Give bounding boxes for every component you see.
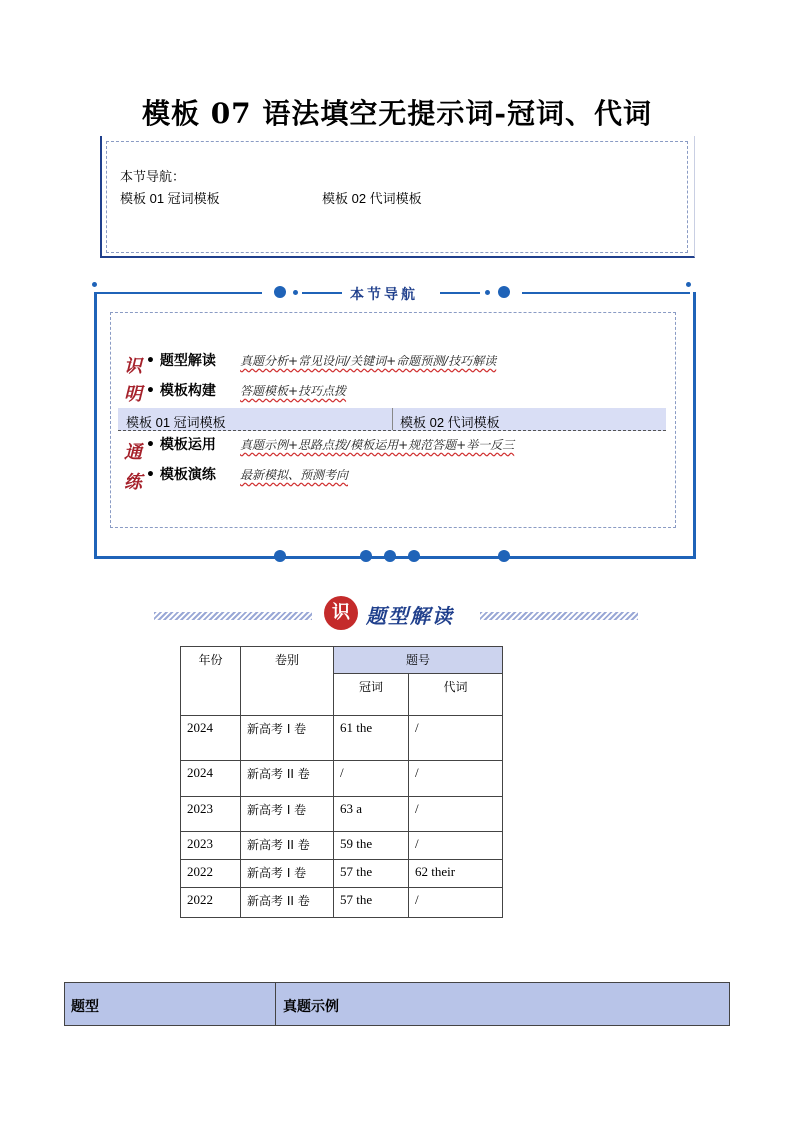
cell-year: 2022 (181, 860, 241, 888)
example-table-header (64, 982, 730, 1026)
nav-item-goujian[interactable]: • 模板构建 (146, 383, 216, 399)
exam-table (180, 646, 503, 918)
cell-paper: 新高考 II 卷 (241, 888, 334, 918)
side-char-tong: 通 (124, 442, 142, 463)
deco-dot (274, 286, 286, 298)
deco-dot-small (485, 290, 490, 295)
bullet-icon: • (146, 467, 160, 483)
deco-dot (360, 550, 372, 562)
nav-item-tixing[interactable]: • 题型解读 (146, 353, 216, 369)
cell-paper: 新高考 I 卷 (241, 716, 334, 761)
top-nav-link-01[interactable]: 模板 01 冠词模板 (120, 191, 220, 206)
corner-dot-right (686, 282, 691, 287)
cell-paper: 新高考 I 卷 (241, 797, 334, 832)
cell-article: 57 the (334, 860, 409, 888)
side-char-ming: 明 (124, 384, 142, 405)
cell-year: 2023 (181, 832, 241, 860)
cell-article: 59 the (334, 832, 409, 860)
section-nav-heading: 本节导航 (350, 287, 418, 303)
cell-pronoun: 62 their (409, 860, 503, 888)
deco-dot (384, 550, 396, 562)
deco-dot (408, 550, 420, 562)
banner-title: 题型解读 (366, 604, 454, 628)
seal-icon: 识 (324, 596, 358, 630)
table-row (181, 832, 503, 860)
top-nav-link-02[interactable]: 模板 02 代词模板 (322, 191, 422, 206)
deco-dot (498, 286, 510, 298)
cell-year: 2024 (181, 761, 241, 797)
page-title: 模板 07 语法填空无提示词-冠词、代词 (141, 97, 653, 130)
col-header-paper: 卷别 (241, 647, 334, 716)
cell-pronoun: / (409, 716, 503, 761)
side-char-shi: 识 (124, 356, 142, 377)
col-header-year: 年份 (181, 647, 241, 716)
nav-item-yanlian[interactable]: • 模板演练 (146, 467, 216, 483)
cell-paper: 新高考 I 卷 (241, 860, 334, 888)
side-char-lian: 练 (124, 472, 142, 493)
col-header-article: 冠词 (334, 674, 409, 716)
bullet-icon: • (146, 353, 160, 369)
section-nav-top-rule-left (94, 292, 262, 294)
col-header-pronoun: 代词 (409, 674, 503, 716)
band-link-01[interactable]: 模板 01 冠词模板 (126, 415, 226, 430)
bullet-icon: • (146, 383, 160, 399)
nav-item-yunyong[interactable]: • 模板运用 (146, 437, 216, 453)
section-nav-top-rule-right (522, 292, 690, 294)
band-divider (392, 408, 393, 430)
nav-item-yanlian-desc: 最新模拟、预测考向 (240, 468, 349, 482)
table-row (181, 860, 503, 888)
cell-year: 2023 (181, 797, 241, 832)
band-link-02[interactable]: 模板 02 代词模板 (400, 415, 500, 430)
top-nav-heading: 本节导航： (120, 169, 186, 184)
bullet-icon: • (146, 437, 160, 453)
nav-item-yunyong-desc: 真题示例+思路点拨/模板运用+规范答题+举一反三 (240, 438, 515, 452)
corner-dot-left (92, 282, 97, 287)
table-row (181, 716, 503, 761)
bottom-divider (275, 983, 276, 1025)
cell-pronoun: / (409, 797, 503, 832)
template-band (118, 408, 666, 431)
cell-article: / (334, 761, 409, 797)
cell-pronoun: / (409, 761, 503, 797)
nav-item-tixing-desc: 真题分析+常见设问/关键词+命题预测/技巧解读 (240, 354, 497, 368)
table-row (181, 888, 503, 918)
cell-pronoun: / (409, 832, 503, 860)
table-row (181, 761, 503, 797)
cell-article: 57 the (334, 888, 409, 918)
banner-stripe-right (480, 612, 638, 620)
cell-paper: 新高考 II 卷 (241, 761, 334, 797)
col-header-type: 题型 (71, 999, 99, 1015)
deco-dot (274, 550, 286, 562)
cell-article: 63 a (334, 797, 409, 832)
cell-year: 2022 (181, 888, 241, 918)
deco-dot (498, 550, 510, 562)
cell-article: 61 the (334, 716, 409, 761)
col-header-question: 题号 (334, 647, 503, 674)
cell-pronoun: / (409, 888, 503, 918)
cell-paper: 新高考 II 卷 (241, 832, 334, 860)
col-header-example: 真题示例 (283, 999, 339, 1015)
deco-dot-small (293, 290, 298, 295)
section-nav-rule-a (302, 292, 342, 294)
cell-year: 2024 (181, 716, 241, 761)
section-nav-rule-b (440, 292, 480, 294)
nav-item-goujian-desc: 答题模板+技巧点拨 (240, 384, 347, 398)
table-row (181, 797, 503, 832)
banner-stripe-left (154, 612, 312, 620)
